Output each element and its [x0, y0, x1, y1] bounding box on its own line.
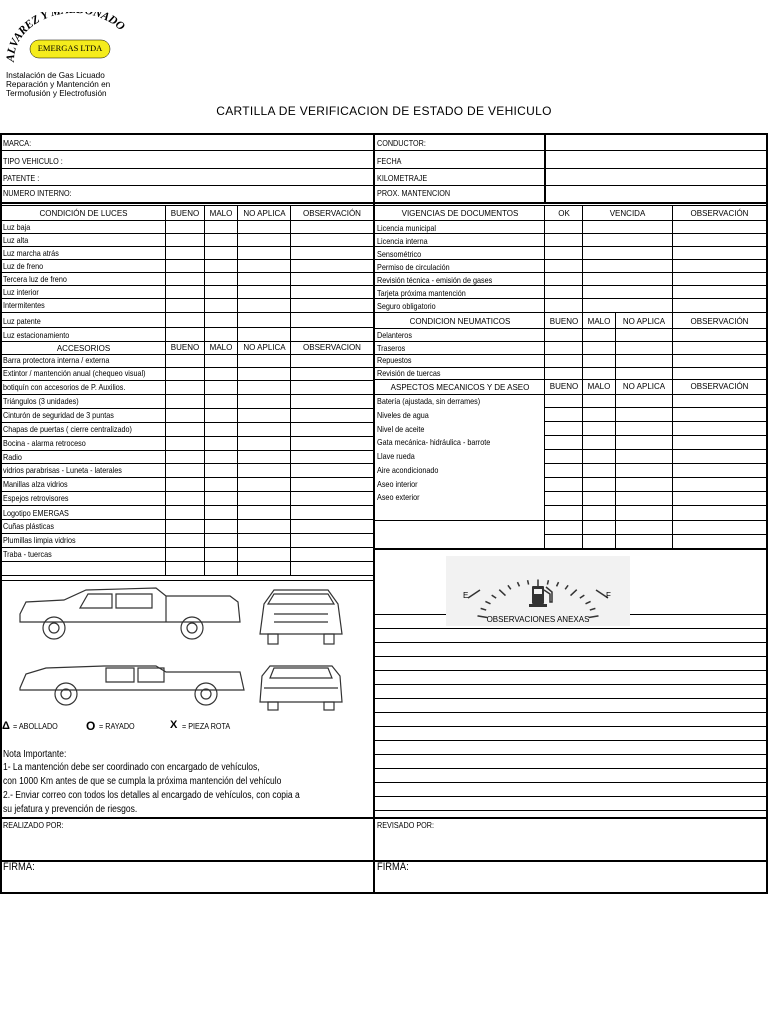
grid-line — [0, 327, 373, 328]
grid-line — [0, 150, 373, 151]
grid-line — [373, 796, 768, 797]
prox-mantencion-label: PROX. MANTENCION — [377, 188, 451, 198]
gauge-tick — [481, 608, 487, 610]
luces-item: Intermitentes — [3, 300, 45, 310]
grid-line — [0, 246, 373, 247]
mecanicos-item: Llave rueda — [377, 451, 415, 461]
grid-line — [373, 520, 544, 521]
gauge-tick — [590, 608, 596, 610]
grid-line — [373, 768, 768, 769]
accesorios-item: Barra protectora interna / externa — [3, 355, 110, 365]
vehicle-damage-diagram — [6, 582, 358, 722]
neumaticos-item: Delanteros — [377, 330, 412, 340]
luces-no-aplica-header: NO APLICA — [243, 209, 286, 218]
grid-line — [373, 328, 768, 329]
neu-observacion-header: OBSERVACIÓN — [690, 317, 749, 326]
luces-item: Luz de freno — [3, 261, 44, 271]
luces-item: Luz patente — [3, 316, 41, 326]
page-title: CARTILLA DE VERIFICACION DE ESTADO DE VEHICULO — [216, 104, 552, 118]
grid-line — [582, 205, 583, 548]
grid-line — [0, 133, 768, 135]
accesorios-header: ACCESORIOS — [56, 344, 111, 353]
neumaticos-item: Repuestos — [377, 355, 412, 365]
gauge-tick — [586, 601, 591, 603]
grid-line — [0, 312, 373, 313]
observaciones-anexas-title: OBSERVACIONES ANEXAS — [486, 616, 590, 623]
grid-line — [544, 421, 768, 422]
grid-line — [373, 259, 768, 260]
grid-line — [0, 220, 373, 221]
grid-line — [373, 698, 768, 699]
logo-badge: EMERGAS LTDA — [37, 43, 103, 53]
luces-malo-header: MALO — [209, 209, 233, 218]
grid-line — [544, 205, 545, 548]
grid-line — [373, 379, 768, 380]
grid-line — [544, 491, 768, 492]
accesorios-item: botiquín con accesorios de P. Auxilios. — [3, 382, 126, 392]
nota-line-4: su jefatura y prevención de riesgos. — [3, 804, 138, 815]
luces-observacion-header: OBSERVACIÓN — [303, 209, 361, 218]
gauge-tick — [547, 580, 548, 584]
grid-line — [0, 259, 373, 260]
grid-line — [373, 642, 768, 643]
grid-line — [0, 547, 373, 548]
grid-line — [0, 450, 373, 451]
mecanicos-item: Batería (ajustada, sin derrames) — [377, 396, 481, 406]
mecanicos-item: Aire acondicionado — [377, 465, 439, 475]
luces-item: Luz interior — [3, 287, 39, 297]
nota-title: Nota Importante: — [3, 749, 67, 760]
grid-line — [373, 246, 768, 247]
grid-line — [373, 712, 768, 713]
grid-line — [544, 534, 768, 535]
mecanicos-item: Niveles de agua — [377, 410, 429, 420]
grid-line — [0, 233, 373, 234]
neu-malo-header: MALO — [587, 317, 611, 326]
documentos-item: Revisión técnica - emisión de gases — [377, 275, 493, 285]
mec-malo-header: MALO — [587, 382, 611, 391]
fecha-label: FECHA — [377, 156, 402, 166]
grid-line — [0, 817, 768, 819]
mecanicos-item: Gata mecánica- hidráulica - barrote — [377, 437, 491, 447]
grid-line — [544, 477, 768, 478]
luces-header: CONDICIÓN DE LUCES — [39, 209, 128, 218]
grid-line — [0, 892, 768, 894]
documentos-item: Seguro obligatorio — [377, 301, 436, 311]
grid-line — [373, 782, 768, 783]
grid-line — [544, 407, 768, 408]
mecanicos-item: Aseo exterior — [377, 492, 420, 502]
grid-line — [0, 575, 373, 576]
documentos-header: VIGENCIAS DE DOCUMENTOS — [401, 209, 519, 218]
doc-ok-header: OK — [558, 209, 570, 218]
grid-line — [373, 394, 768, 395]
grid-line — [373, 740, 768, 741]
grid-line — [373, 754, 768, 755]
doc-vencida-header: VENCIDA — [609, 209, 646, 218]
fuel-pump-icon — [529, 586, 552, 607]
legend-abollado: = ABOLLADO — [13, 721, 58, 731]
logo-line-2: Reparación y Mantención en — [6, 80, 111, 89]
firma-left-label: FIRMA: — [3, 861, 35, 873]
accesorios-item: Bocina - alarma retroceso — [3, 438, 86, 448]
gauge-tick — [508, 585, 511, 589]
gauge-tick — [571, 590, 577, 596]
gauge-tick — [580, 595, 584, 598]
truck-side-view-bottom — [20, 666, 244, 705]
grid-line — [544, 463, 768, 464]
firma-right-label: FIRMA: — [377, 861, 409, 873]
accesorios-item: Cinturón de seguridad de 3 puntas — [3, 410, 114, 420]
x-mark-icon: X — [170, 719, 178, 731]
truck-front-view — [260, 590, 342, 644]
neumaticos-header: CONDICION NEUMATICOS — [409, 317, 511, 326]
grid-line — [0, 580, 373, 581]
gauge-tick — [557, 582, 559, 586]
grid-line — [373, 233, 768, 234]
logo-line-3: Termofusión y Electrofusión — [6, 89, 107, 98]
acc-bueno-header: BUENO — [170, 343, 200, 352]
mec-bueno-header: BUENO — [549, 382, 579, 391]
grid-line — [373, 684, 768, 685]
nota-line-1: 1- La mantención debe ser coordinado con encargado de vehículos, — [3, 762, 260, 773]
documentos-item: Permiso de circulación — [377, 262, 450, 272]
accesorios-item: Cuñas plásticas — [3, 521, 55, 531]
grid-line — [0, 463, 373, 464]
triangle-icon: Δ — [2, 720, 10, 732]
mecanicos-item: Aseo interior — [377, 479, 418, 489]
accesorios-item: Manillas alza vidrios — [3, 479, 68, 489]
acc-observacion-header: OBSERVACION — [303, 343, 361, 352]
luces-item: Luz estacionamiento — [3, 330, 70, 340]
grid-line — [373, 285, 768, 286]
accesorios-item: Plumillas limpia vidrios — [3, 535, 76, 545]
documentos-item: Tarjeta próxima mantención — [377, 288, 466, 298]
grid-line — [615, 312, 616, 548]
grid-line — [0, 272, 373, 273]
grid-line — [0, 285, 373, 286]
accesorios-item: Radio — [3, 452, 22, 462]
neumaticos-item: Traseros — [377, 343, 406, 353]
grid-line — [0, 168, 373, 169]
grid-line — [544, 505, 768, 506]
luces-bueno-header: BUENO — [170, 209, 200, 218]
mec-observacion-header: OBSERVACIÓN — [690, 382, 749, 391]
gauge-full-label: F — [606, 591, 611, 600]
grid-line — [0, 477, 373, 478]
acc-malo-header: MALO — [209, 343, 233, 352]
legend-rayado: = RAYADO — [99, 721, 135, 731]
grid-line — [0, 561, 373, 562]
grid-line — [0, 491, 373, 492]
grid-line — [373, 670, 768, 671]
grid-line — [373, 656, 768, 657]
grid-line — [672, 205, 673, 548]
luces-item: Tercera luz de freno — [3, 274, 67, 284]
grid-line — [373, 168, 768, 169]
neu-bueno-header: BUENO — [549, 317, 579, 326]
grid-line — [0, 133, 2, 893]
grid-line — [0, 298, 373, 299]
accesorios-item: Triángulos (3 unidades) — [3, 396, 79, 406]
gauge-tick — [517, 582, 519, 586]
accesorios-item: Logotipo EMERGAS — [3, 508, 69, 518]
grid-line — [0, 422, 373, 423]
legend-pieza-rota: = PIEZA ROTA — [182, 721, 231, 731]
accesorios-item: Extintor / mantención anual (chequeo visual) — [3, 368, 146, 378]
patente-label: PATENTE : — [3, 173, 40, 183]
gauge-tick — [528, 580, 529, 584]
grid-line — [0, 505, 373, 506]
grid-line — [0, 394, 373, 395]
gauge-tick — [499, 590, 505, 596]
grid-line — [0, 380, 373, 381]
tipo-vehiculo-label: TIPO VEHICULO : — [3, 156, 63, 166]
documentos-item: Sensométrico — [377, 249, 422, 259]
grid-line — [0, 533, 373, 534]
grid-line — [0, 436, 373, 437]
grid-line — [544, 449, 768, 450]
grid-line — [373, 150, 768, 151]
kilometraje-label: KILOMETRAJE — [377, 173, 428, 183]
grid-line — [373, 628, 768, 629]
luces-item: Luz marcha atrás — [3, 248, 59, 258]
gauge-tick — [485, 601, 490, 603]
gauge-empty-label: E — [463, 591, 469, 600]
revisado-por-label: REVISADO POR: — [377, 820, 435, 830]
conductor-label: CONDUCTOR: — [377, 138, 426, 148]
grid-line — [373, 726, 768, 727]
grid-line — [373, 220, 768, 221]
doc-observacion-header: OBSERVACIÓN — [690, 209, 749, 218]
mec-no-aplica-header: NO APLICA — [622, 382, 666, 391]
luces-item: Luz baja — [3, 222, 31, 232]
nota-line-2: con 1000 Km antes de que se cumpla la próxima mantención del vehículo — [3, 776, 282, 787]
gauge-tick — [492, 595, 496, 598]
grid-line — [0, 519, 373, 520]
grid-line — [373, 133, 375, 893]
documentos-item: Licencia municipal — [377, 223, 437, 233]
numero-interno-label: NUMERO INTERNO: — [3, 188, 72, 198]
grid-line — [0, 341, 373, 342]
logo-line-1: Instalación de Gas Licuado — [6, 71, 105, 80]
mecanicos-item: Nivel de aceite — [377, 424, 425, 434]
grid-line — [373, 298, 768, 299]
grid-line — [373, 272, 768, 273]
grid-line — [0, 202, 768, 204]
grid-line — [373, 548, 768, 550]
grid-line — [544, 435, 768, 436]
company-logo — [2, 12, 142, 102]
mecanicos-header: ASPECTOS MECANICOS Y DE ASEO — [390, 383, 530, 392]
acc-no-aplica-header: NO APLICA — [243, 343, 286, 352]
luces-item: Luz alta — [3, 235, 29, 245]
marca-label: MARCA: — [3, 138, 32, 148]
grid-line — [0, 205, 373, 206]
accesorios-item: vidrios parabrisas - Luneta - laterales — [3, 465, 122, 475]
grid-line — [373, 354, 768, 355]
accesorios-item: Chapas de puertas ( cierre centralizado) — [3, 424, 132, 434]
accesorios-item: Traba - tuercas — [3, 549, 52, 559]
accesorios-item: Espejos retrovisores — [3, 493, 69, 503]
neumaticos-item: Revisión de tuercas — [377, 368, 441, 378]
nota-line-3: 2.- Enviar correo con todos los detalles al encargado de vehículos, con copia a — [3, 790, 300, 801]
circle-icon: O — [86, 719, 96, 733]
neu-no-aplica-header: NO APLICA — [622, 317, 666, 326]
grid-line — [373, 810, 768, 811]
grid-line — [0, 185, 373, 186]
grid-line — [0, 408, 373, 409]
realizado-por-label: REALIZADO POR: — [3, 820, 64, 830]
truck-rear-view — [260, 666, 342, 710]
grid-line — [373, 205, 768, 206]
grid-line — [373, 185, 768, 186]
truck-side-view-top — [20, 588, 240, 639]
grid-line — [544, 520, 768, 521]
grid-line — [373, 341, 768, 342]
gauge-tick — [565, 585, 568, 589]
grid-line — [373, 312, 768, 313]
documentos-item: Licencia interna — [377, 236, 428, 246]
logo-arc-text: ALVAREZ Y M NADO — [4, 12, 127, 63]
